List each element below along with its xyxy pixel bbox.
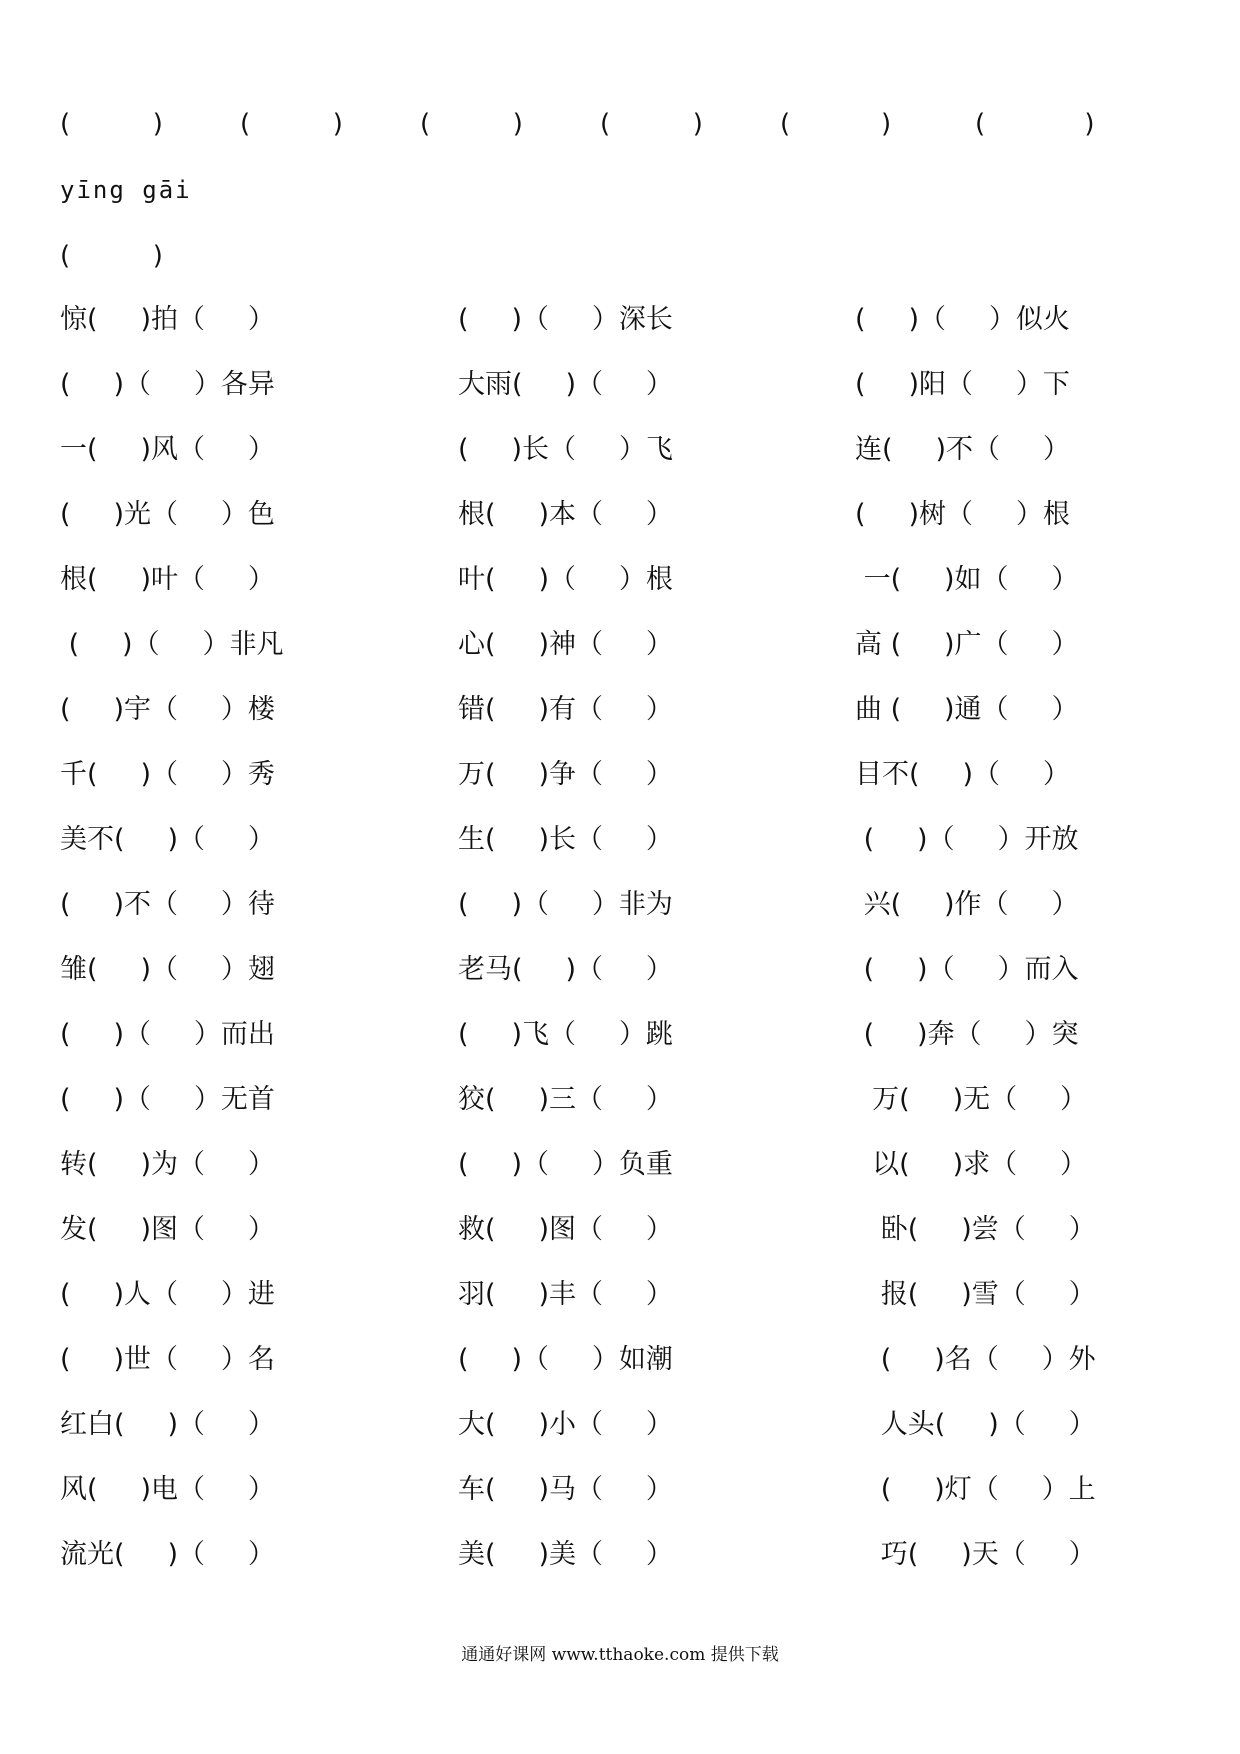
idiom-fill-blank[interactable]: 狡( )三（ ） — [458, 1084, 673, 1115]
idiom-fill-blank[interactable]: 流光( )（ ） — [60, 1539, 275, 1570]
top-bracket-row — [60, 106, 1160, 142]
idiom-fill-blank[interactable]: 生( )长（ ） — [458, 824, 673, 855]
idiom-fill-blank[interactable]: ( )奔（ ）突 — [855, 1019, 1079, 1050]
idiom-fill-blank[interactable]: 美不( )（ ） — [60, 824, 275, 855]
idiom-fill-blank[interactable]: 美( )美（ ） — [458, 1539, 673, 1570]
idiom-row — [0, 1275, 1240, 1315]
idiom-fill-blank[interactable]: 大( )小（ ） — [458, 1409, 673, 1440]
idiom-fill-blank[interactable]: 车( )马（ ） — [458, 1474, 673, 1505]
idiom-fill-blank[interactable]: 老马( )（ ） — [458, 954, 673, 985]
idiom-fill-blank[interactable]: 雏( )（ ）翅 — [60, 954, 275, 985]
idiom-row — [0, 495, 1240, 535]
idiom-fill-blank[interactable]: ( )灯（ ）上 — [855, 1474, 1096, 1505]
idiom-fill-blank[interactable]: ( )飞（ ）跳 — [458, 1019, 673, 1050]
idiom-fill-blank[interactable]: 卧( )尝（ ） — [855, 1214, 1096, 1245]
idiom-row — [0, 1535, 1240, 1575]
idiom-fill-blank[interactable]: 巧( )天（ ） — [855, 1539, 1096, 1570]
idiom-fill-blank[interactable]: 羽( )丰（ ） — [458, 1279, 673, 1310]
idiom-fill-blank[interactable]: 千( )（ ）秀 — [60, 759, 275, 790]
answer-bracket[interactable]: ( ) — [60, 109, 163, 139]
idiom-fill-blank[interactable]: 曲 ( )通（ ） — [855, 694, 1079, 725]
idiom-row — [0, 1470, 1240, 1510]
idiom-fill-blank[interactable]: ( )（ ）负重 — [458, 1149, 673, 1180]
idiom-row — [0, 625, 1240, 665]
idiom-row — [0, 1340, 1240, 1380]
idiom-fill-blank[interactable]: ( )（ ）各异 — [60, 369, 275, 400]
idiom-fill-blank[interactable]: ( )（ ）开放 — [855, 824, 1079, 855]
idiom-fill-blank[interactable]: 一( )如（ ） — [855, 564, 1079, 595]
idiom-fill-blank[interactable]: ( )不（ ）待 — [60, 889, 275, 920]
idiom-fill-blank[interactable]: 根( )叶（ ） — [60, 564, 275, 595]
idiom-fill-blank[interactable]: 连( )不（ ） — [855, 434, 1070, 465]
answer-bracket[interactable]: ( ) — [780, 109, 892, 139]
idiom-row — [0, 885, 1240, 925]
idiom-fill-blank[interactable]: ( )（ ）似火 — [855, 304, 1070, 335]
idiom-fill-blank[interactable]: 高 ( )广（ ） — [855, 629, 1079, 660]
idiom-fill-blank[interactable]: 红白( )（ ） — [60, 1409, 275, 1440]
pinyin-prompt: yīng gāi — [60, 176, 192, 204]
idiom-row — [0, 755, 1240, 795]
footer-credit: 通通好课网 www.tthaoke.com 提供下载 — [461, 1645, 779, 1665]
idiom-row — [0, 1210, 1240, 1250]
idiom-row — [0, 365, 1240, 405]
idiom-row — [0, 1015, 1240, 1055]
idiom-fill-blank[interactable]: ( )名（ ）外 — [855, 1344, 1096, 1375]
idiom-fill-blank[interactable]: 心( )神（ ） — [458, 629, 673, 660]
idiom-row — [0, 1145, 1240, 1185]
idiom-fill-blank[interactable]: 根( )本（ ） — [458, 499, 673, 530]
answer-bracket[interactable]: ( ) — [420, 109, 523, 139]
idiom-row — [0, 430, 1240, 470]
idiom-fill-blank[interactable]: 兴( )作（ ） — [855, 889, 1079, 920]
idiom-fill-blank[interactable]: ( )宇（ ）楼 — [60, 694, 275, 725]
idiom-fill-blank[interactable]: 一( )风（ ） — [60, 434, 275, 465]
answer-bracket[interactable]: ( ) — [600, 109, 703, 139]
idiom-fill-blank[interactable]: 发( )图（ ） — [60, 1214, 275, 1245]
idiom-fill-blank[interactable]: 以( )求（ ） — [855, 1149, 1088, 1180]
idiom-fill-blank[interactable]: ( )世（ ）名 — [60, 1344, 275, 1375]
idiom-fill-blank[interactable]: ( )光（ ）色 — [60, 499, 275, 530]
idiom-fill-blank[interactable]: 万( )争（ ） — [458, 759, 673, 790]
idiom-fill-blank[interactable]: 惊( )拍（ ） — [60, 304, 275, 335]
answer-bracket[interactable]: ( ) — [975, 109, 1095, 139]
idiom-fill-blank[interactable]: 救( )图（ ） — [458, 1214, 673, 1245]
idiom-row — [0, 950, 1240, 990]
idiom-row — [0, 1080, 1240, 1120]
answer-bracket[interactable]: ( ) — [240, 109, 343, 139]
idiom-fill-blank[interactable]: 转( )为（ ） — [60, 1149, 275, 1180]
idiom-fill-blank[interactable]: 目不( )（ ） — [855, 759, 1070, 790]
idiom-fill-blank[interactable]: 人头( )（ ） — [855, 1409, 1096, 1440]
idiom-fill-blank[interactable]: ( )树（ ）根 — [855, 499, 1070, 530]
idiom-fill-blank[interactable]: ( )（ ）非凡 — [60, 629, 284, 660]
idiom-fill-blank[interactable]: ( )长（ ）飞 — [458, 434, 673, 465]
idiom-fill-blank[interactable]: ( )（ ）深长 — [458, 304, 673, 335]
idiom-row — [0, 820, 1240, 860]
idiom-fill-blank[interactable]: 万( )无（ ） — [855, 1084, 1088, 1115]
idiom-fill-blank[interactable]: 风( )电（ ） — [60, 1474, 275, 1505]
idiom-fill-blank[interactable]: ( )（ ）而入 — [855, 954, 1079, 985]
pinyin-answer-bracket[interactable]: ( ) — [60, 241, 163, 271]
idiom-fill-blank[interactable]: 报( )雪（ ） — [855, 1279, 1096, 1310]
idiom-fill-blank[interactable]: 叶( )（ ）根 — [458, 564, 673, 595]
idiom-row — [0, 690, 1240, 730]
idiom-fill-blank[interactable]: ( )人（ ）进 — [60, 1279, 275, 1310]
idiom-fill-blank[interactable]: ( )（ ）无首 — [60, 1084, 275, 1115]
idiom-fill-blank[interactable]: ( )阳（ ）下 — [855, 369, 1070, 400]
idiom-row — [0, 300, 1240, 340]
idiom-row — [0, 1405, 1240, 1445]
idiom-fill-blank[interactable]: ( )（ ）非为 — [458, 889, 673, 920]
idiom-fill-blank[interactable]: ( )（ ）而出 — [60, 1019, 275, 1050]
idiom-row — [0, 560, 1240, 600]
idiom-fill-blank[interactable]: 大雨( )（ ） — [458, 369, 673, 400]
idiom-fill-blank[interactable]: ( )（ ）如潮 — [458, 1344, 673, 1375]
idiom-fill-blank[interactable]: 错( )有（ ） — [458, 694, 673, 725]
